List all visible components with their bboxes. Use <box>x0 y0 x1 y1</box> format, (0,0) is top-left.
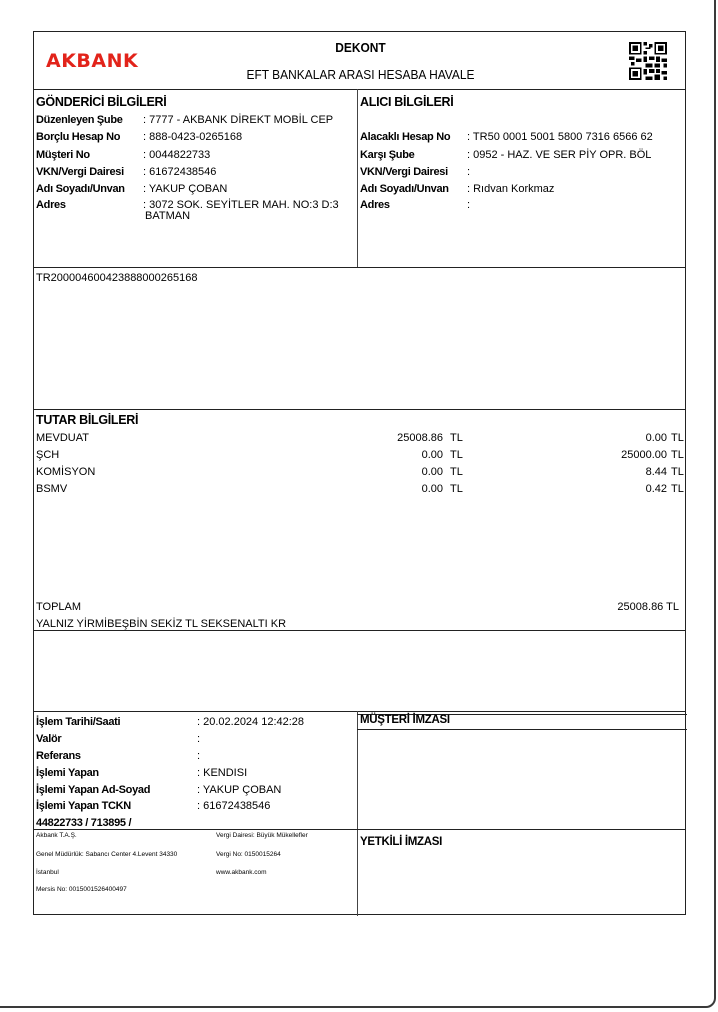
sender-value: BATMAN <box>145 210 191 222</box>
sender-label: Müşteri No <box>36 149 90 161</box>
debit-amount: 0.00 <box>421 449 443 461</box>
credit-amount: 25000.00 <box>621 449 667 461</box>
bank-city: İstanbul <box>36 869 59 876</box>
sender-value: : 61672438546 <box>143 166 217 178</box>
transaction-label: Referans <box>36 750 81 762</box>
receiver-value: : <box>467 166 471 178</box>
receiver-label: Adı Soyadı/Unvan <box>360 183 449 195</box>
divider <box>357 711 358 916</box>
credit-currency: TL <box>671 449 684 461</box>
divider <box>34 409 685 410</box>
amount-label: BSMV <box>36 483 68 495</box>
divider <box>34 267 685 268</box>
customer-signature-title: MÜŞTERİ İMZASI <box>360 714 450 726</box>
transaction-label: İşlemi Yapan Ad-Soyad <box>36 784 151 796</box>
receiver-section-title: ALICI BİLGİLERİ <box>360 95 454 109</box>
sender-value: : 888-0423-0265168 <box>143 131 243 143</box>
transaction-label: İşlemi Yapan TCKN <box>36 800 131 812</box>
transaction-value: : 20.02.2024 12:42:28 <box>197 716 305 728</box>
amounts-section-title: TUTAR BİLGİLERİ <box>36 413 139 427</box>
sender-label: Adı Soyadı/Unvan <box>36 183 125 195</box>
divider <box>34 711 685 712</box>
total-amount: 25008.86 TL <box>617 601 679 613</box>
debit-amount: 0.00 <box>421 483 443 495</box>
transaction-value: : <box>197 733 201 745</box>
transaction-label: Valör <box>36 733 62 745</box>
authorized-signature-title: YETKİLİ İMZASI <box>360 836 443 848</box>
divider <box>357 89 358 267</box>
receiver-value: : 0952 - HAZ. VE SER PİY OPR. BÖL <box>467 149 652 161</box>
receiver-label: Karşı Şube <box>360 149 415 161</box>
bank-name: Akbank T.A.Ş. <box>36 832 77 839</box>
akbank-logo: AKBANK <box>46 50 139 72</box>
transaction-label: İşlem Tarihi/Saati <box>36 716 121 728</box>
document-title: DEKONT <box>335 40 386 55</box>
debit-currency: TL <box>450 449 463 461</box>
credit-currency: TL <box>671 432 684 444</box>
debit-currency: TL <box>450 483 463 495</box>
receipt-document <box>33 31 686 915</box>
transaction-value: : <box>197 750 201 762</box>
sender-label: Adres <box>36 199 66 211</box>
credit-amount: 8.44 <box>645 466 667 478</box>
tax-number: Vergi No: 0150015264 <box>216 851 281 858</box>
sender-label: Borçlu Hesap No <box>36 131 121 143</box>
receiver-label: VKN/Vergi Dairesi <box>360 166 448 178</box>
debit-amount: 25008.86 <box>397 432 443 444</box>
receiver-value: : <box>467 199 471 211</box>
qr-code-icon <box>628 42 668 80</box>
receiver-value: : Rıdvan Korkmaz <box>467 183 555 195</box>
transaction-label: İşlemi Yapan <box>36 767 99 779</box>
divider <box>34 89 685 90</box>
total-label: TOPLAM <box>36 601 82 613</box>
receiver-value: : TR50 0001 5001 5800 7316 6566 62 <box>467 131 653 143</box>
credit-amount: 0.00 <box>645 432 667 444</box>
debit-currency: TL <box>450 432 463 444</box>
debit-currency: TL <box>450 466 463 478</box>
amount-label: ŞCH <box>36 449 60 461</box>
debit-amount: 0.00 <box>421 466 443 478</box>
tax-office: Vergi Dairesi: Büyük Mükellefler <box>216 832 308 839</box>
credit-currency: TL <box>671 483 684 495</box>
total-in-words: YALNIZ YİRMİBEŞBİN SEKİZ TL SEKSENALTI KR <box>36 618 287 630</box>
sender-value: : YAKUP ÇOBAN <box>143 183 228 195</box>
transaction-description: TR200004600423888000265168 <box>36 272 198 284</box>
reference-line: 44822733 / 713895 / <box>36 817 132 829</box>
amount-label: MEVDUAT <box>36 432 89 444</box>
customer-signature-area <box>360 729 687 829</box>
amount-label: KOMİSYON <box>36 466 96 478</box>
credit-amount: 0.42 <box>645 483 667 495</box>
credit-currency: TL <box>671 466 684 478</box>
sender-value: : 0044822733 <box>143 149 211 161</box>
bank-website: www.akbank.com <box>216 869 267 876</box>
sender-label: VKN/Vergi Dairesi <box>36 166 124 178</box>
document-subtitle: EFT BANKALAR ARASI HESABA HAVALE <box>246 67 475 82</box>
receiver-label: Adres <box>360 199 390 211</box>
transaction-value: : YAKUP ÇOBAN <box>197 784 282 796</box>
sender-value: : 7777 - AKBANK DİREKT MOBİL CEP <box>143 114 334 126</box>
sender-value: : 3072 SOK. SEYİTLER MAH. NO:3 D:3 <box>143 199 339 211</box>
transaction-value: : KENDISI <box>197 767 248 779</box>
transaction-value: : 61672438546 <box>197 800 271 812</box>
divider <box>34 630 685 631</box>
mersis-number: Mersis No: 0015001526400497 <box>36 886 127 893</box>
bank-headquarters: Genel Müdürlük: Sabancı Center 4.Levent 34330 <box>36 851 178 858</box>
sender-section-title: GÖNDERİCİ BİLGİLERİ <box>36 95 167 109</box>
divider <box>34 829 685 830</box>
sender-label: Düzenleyen Şube <box>36 114 123 126</box>
receiver-label: Alacaklı Hesap No <box>360 131 451 143</box>
